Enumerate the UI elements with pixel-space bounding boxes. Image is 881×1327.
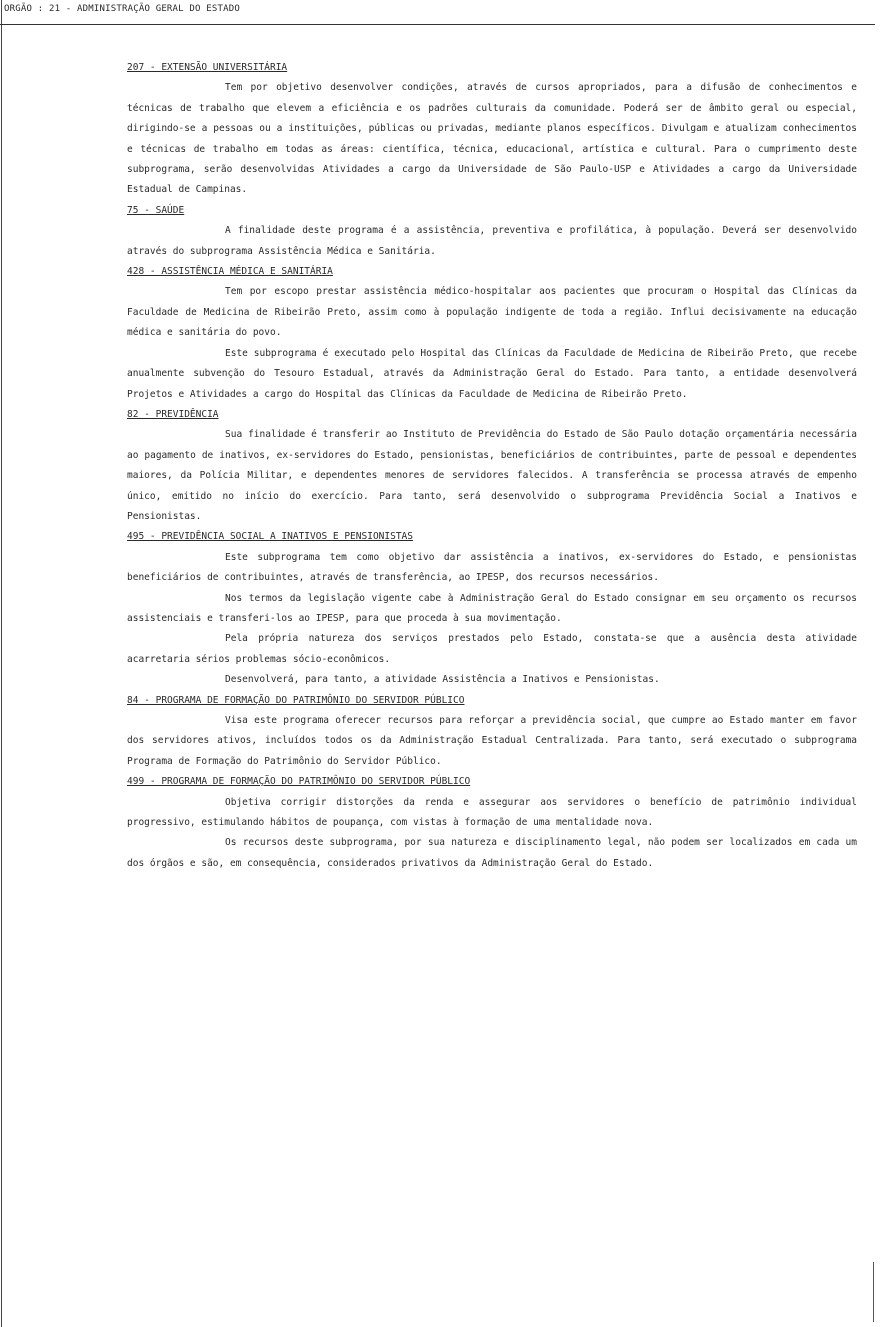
section-heading: 84 - PROGRAMA DE FORMAÇÃO DO PATRIMÔNIO DO SERVIDOR PÚBLICO [127,694,465,706]
document-body [127,58,857,874]
paragraph: Este subprograma é executado pelo Hospital das Clínicas da Faculdade de Medicina de Ribeirão Preto, que recebe anualmente subvenção do Tesouro Estadual, através da Administração Geral do Estado. Para tanto, a entidade desenvolverá Projetos e Atividades a cargo do Hospital das Clínicas da Faculdade de Medicina de Ribeirão Preto. [127,347,857,400]
section-assistencia-medica [127,262,857,405]
page-header: ORGÃO : 21 - ADMINISTRAÇÃO GERAL DO ESTADO [4,4,240,14]
paragraph: Sua finalidade é transferir ao Instituto de Previdência do Estado de São Paulo dotação orçamentária necessária ao pagamento de inativos, ex-servidores do Estado, pensionistas, beneficiários de contribuintes, parte de pessoal e dependentes maiores, da Polícia Militar, e dependentes menores de servidores falecidos. A transferência se processa através de empenho único, emitido no início do exercício. Para tanto, será desenvolvido o subprograma Previdência Social a Inativos e Pensionistas. [127,429,857,522]
right-border-fragment [873,1262,874,1322]
section-previdencia-social [127,527,857,690]
left-border [1,0,2,1327]
paragraph: Nos termos da legislação vigente cabe à Administração Geral do Estado consignar em seu orçamento os recursos assistenciais e transferi-los ao IPESP, para que proceda à sua movimentação. [127,592,857,624]
section-formacao-patrimonio-subprograma [127,772,857,874]
section-heading: 495 - PREVIDÊNCIA SOCIAL A INATIVOS E PENSIONISTAS [127,531,413,543]
section-heading: 207 - EXTENSÃO UNIVERSITÁRIA [127,62,288,73]
paragraph: Desenvolverá, para tanto, a atividade Assistência a Inativos e Pensionistas. [225,674,660,686]
section-heading: 82 - PREVIDÊNCIA [127,408,219,420]
section-extensao-universitaria [127,58,857,201]
paragraph: Visa este programa oferecer recursos para reforçar a previdência social, que cumpre ao Estado manter em favor dos servidores ativos, incluídos todos os da Administração Estadual Centralizada. Para tanto, será executado o subprograma Programa de Formação do Patrimônio do Servidor Público. [127,715,857,767]
section-formacao-patrimonio [127,691,857,773]
paragraph: Objetiva corrigir distorções da renda e assegurar aos servidores o benefício de patrimônio individual progressivo, estimulando hábitos de poupança, com vistas à formação de uma mentalidade nova. [127,796,857,829]
section-heading: 499 - PROGRAMA DE FORMAÇÃO DO PATRIMÔNIO DO SERVIDOR PÚBLICO [127,776,471,788]
section-heading: 75 - SAÚDE [127,204,185,216]
section-previdencia [127,405,857,527]
header-divider [0,24,875,25]
paragraph: Os recursos deste subprograma, por sua natureza e disciplinamento legal, não podem ser localizados em cada um dos órgãos e são, em consequência, considerados privativos da Administração Geral do Estado. [127,837,857,869]
section-heading: 428 - ASSISTÊNCIA MÉDICA E SANITÁRIA [127,266,333,278]
paragraph: Este subprograma tem como objetivo dar assistência a inativos, ex-servidores do Estado, e pensionistas beneficiários de contribuintes, através de transferência, ao IPESP, dos recursos necessários. [127,551,857,584]
paragraph: Pela própria natureza dos serviços prestados pelo Estado, constata-se que a ausência desta atividade acarretaria sérios problemas sócio-econômicos. [127,633,857,665]
paragraph: A finalidade deste programa é a assistência, preventiva e profilática, à população. Deverá ser desenvolvido através do subprograma Assistência Médica e Sanitária. [127,225,857,257]
paragraph: Tem por escopo prestar assistência médico-hospitalar aos pacientes que procuram o Hospital das Clínicas da Faculdade de Medicina de Ribeirão Preto, assim como à população indigente de toda a região. Influi decisivamente na educação médica e sanitária do povo. [127,286,857,339]
section-saude [127,201,857,262]
paragraph: Tem por objetivo desenvolver condições, através de cursos apropriados, para a difusão de conhecimentos e técnicas de trabalho que elevem a eficiência e os padrões culturais da comunidade. Poderá ser de âmbito geral ou especial, dirigindo-se a pessoas ou a instituições, públicas ou privadas, mediante planos específicos. Divulgam e atualizam conhecimentos e técnicas de trabalho em todas as áreas: científica, técnica, educacional, artística e cultural. Para o cumprimento deste subprograma, serão desenvolvidas Atividades a cargo da Universidade de São Paulo-USP e Atividades a cargo da Universidade Estadual de Campinas. [127,82,857,196]
